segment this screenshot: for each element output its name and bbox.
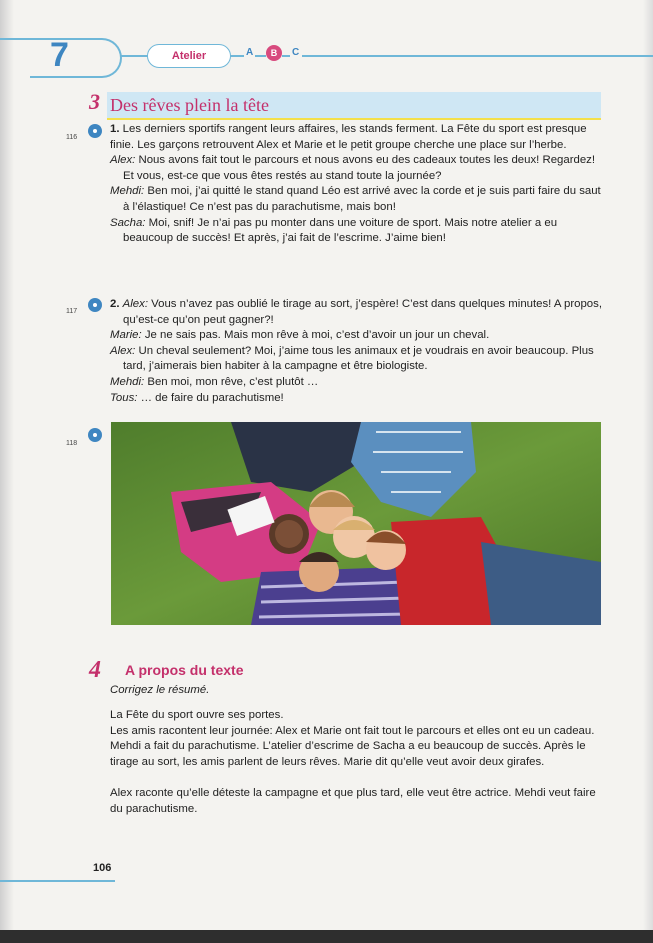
header-connector: [120, 55, 148, 57]
summary-paragraph: Les amis racontent leur journée: Alex et Marie ont fait tout le parcours et elles ont eu un cadeau. Mehdi a fait du parachutisme. L’atelier d’escrime de Sacha a eu beaucoup de succès. Après le tirage au sort, les amis parlent de leurs rêves. Marie dit qu’elle veut avoir deux girafes.: [110, 724, 595, 768]
header-connector: [230, 55, 244, 57]
header-connector: [255, 55, 266, 57]
dialogue-line: Mehdi: Ben moi, j’ai quitté le stand quand Léo est arrivé avec la corde et je suis parti faire du saut à l’élastique! Ce n’est pas du parachutisme, mais bon!: [110, 185, 601, 213]
page-number: 106: [93, 862, 112, 874]
track-number: 116: [66, 134, 78, 141]
section-4-title: A propos du texte: [125, 662, 244, 678]
dialogue-line: Tous: … de faire du parachutisme!: [110, 391, 284, 404]
chapter-tab: [30, 38, 122, 78]
photo-illustration: [111, 422, 601, 625]
track-number: 118: [66, 440, 78, 447]
summary-paragraph: La Fête du sport ouvre ses portes.: [110, 709, 284, 721]
track-number: 117: [66, 308, 78, 315]
bottom-edge: [0, 930, 653, 943]
page-edge: [643, 0, 653, 930]
section-4-number: 4: [89, 657, 101, 683]
atelier-label: Atelier: [147, 44, 231, 68]
dialogue-line: Marie: Je ne sais pas. Mais mon rêve à moi, c’est d’avoir un jour un cheval.: [110, 329, 490, 342]
dialogue-part-2: [110, 297, 602, 406]
audio-cd-icon: [88, 124, 102, 138]
step-c: C: [292, 47, 300, 58]
footer-rule: [0, 880, 115, 882]
audio-cd-icon: [88, 428, 102, 442]
section-4-instruction: Corrigez le résumé.: [110, 684, 210, 696]
chapter-number: 7: [50, 36, 69, 74]
summary-text: [110, 708, 602, 817]
page-gutter-shadow: [0, 0, 14, 930]
section-3-number: 3: [89, 89, 100, 114]
dialogue-part-1: [110, 122, 602, 247]
section-3-title: Des rêves plein la tête: [110, 95, 269, 115]
dialogue-line: Sacha: Moi, snif! Je n’ai pas pu monter dans une voiture de sport. Mais notre atelier a eu beaucoup de succès! Et après, j’ai fait de l’escrime. J’aime bien!: [110, 216, 558, 245]
step-a: A: [246, 47, 254, 58]
part1-intro: 1. Les derniers sportifs rangent leurs affaires, les stands ferment. La Fête du sport est presque finie. Les garçons retrouvent Alex et Marie et le petit groupe cherche une place sur l’herbe.: [110, 123, 587, 151]
dialogue-line: Alex: Un cheval seulement? Moi, j’aime tous les animaux et je voudrais en avoir beaucoup. Plus tard, j’aimerais bien habiter à la campagne et être biologiste.: [110, 344, 594, 373]
header-rule-left: [0, 38, 32, 40]
summary-paragraph: Alex raconte qu’elle déteste la campagne et que plus tard, elle veut être actrice. Mehdi veut faire du parachutisme.: [110, 786, 596, 815]
header-connector: [282, 55, 290, 57]
photo-friends-lying-on-grass: [111, 422, 601, 625]
header-rule-right: [302, 55, 653, 57]
dialogue-line: 2. Alex: Vous n’avez pas oublié le tirage au sort, j’espère! C’est dans quelques minutes! A propos, qu’est-ce qu’on peut gagner?!: [110, 298, 603, 326]
step-b-active: B: [266, 45, 282, 61]
dialogue-line: Alex: Nous avons fait tout le parcours et nous avons eu des cadeaux toutes les deux! Regardez! Et vous, est-ce que vous êtes restés au stand toute la journée?: [110, 154, 596, 182]
dialogue-line: Mehdi: Ben moi, mon rêve, c’est plutôt …: [110, 375, 319, 388]
audio-cd-icon: [88, 298, 102, 312]
